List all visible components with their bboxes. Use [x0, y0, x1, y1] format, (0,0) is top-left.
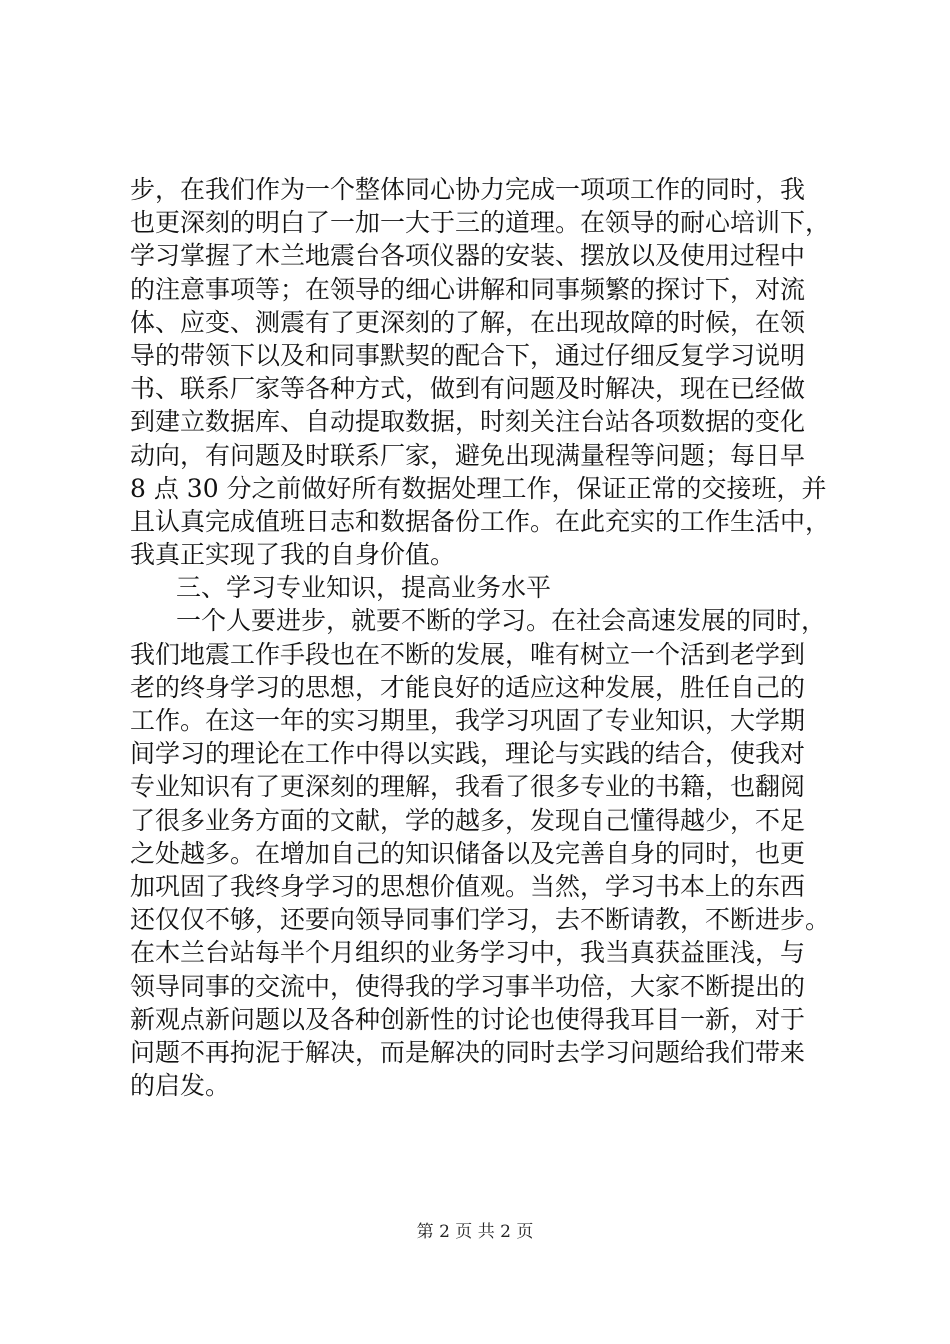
- text-line: 学习掌握了木兰地震台各项仪器的安装、摆放以及使用过程中: [130, 241, 806, 271]
- text-line: 步，在我们作为一个整体同心协力完成一项项工作的同时，我: [130, 175, 806, 204]
- text-line: 新观点新问题以及各种创新性的讨论也使得我耳目一新，对于: [130, 1004, 806, 1034]
- text-line: 专业知识有了更深刻的理解，我看了很多专业的书籍，也翻阅: [130, 772, 806, 802]
- text-line: 在木兰台站每半个月组织的业务学习中，我当真获益匪浅，与: [130, 938, 806, 968]
- text-line: 到建立数据库、自动提取数据，时刻关注台站各项数据的变化: [130, 407, 806, 437]
- text-line: 动向，有问题及时联系厂家，避免出现满量程等问题；每日早: [130, 440, 806, 470]
- text-line: 加巩固了我终身学习的思想价值观。当然，学习书本上的东西: [130, 871, 806, 901]
- text-line: 还仅仅不够，还要向领导同事们学习，去不断请教，不断进步。: [130, 905, 831, 935]
- page-footer: 第 2 页 共 2 页: [416, 1222, 534, 1242]
- paragraph-start-line: 一个人要进步，就要不断的学习。在社会高速发展的同时，: [176, 606, 827, 636]
- text-line: 书、联系厂家等各种方式，做到有问题及时解决，现在已经做: [130, 374, 806, 404]
- text-line: 导的带领下以及和同事默契的配合下，通过仔细反复学习说明: [130, 340, 806, 370]
- paragraph-start-line: 三、学习专业知识，提高业务水平: [176, 573, 552, 603]
- text-line: 问题不再拘泥于解决，而是解决的同时去学习问题给我们带来: [130, 1037, 806, 1067]
- text-line: 工作。在这一年的实习期里，我学习巩固了专业知识，大学期: [130, 706, 806, 735]
- text-line: 间学习的理论在工作中得以实践，理论与实践的结合，使我对: [130, 739, 806, 769]
- text-line: 的启发。: [130, 1071, 231, 1101]
- text-line: 体、应变、测震有了更深刻的了解，在出现故障的时候，在领: [130, 307, 806, 337]
- text-line: 且认真完成值班日志和数据备份工作。在此充实的工作生活中，: [130, 506, 831, 536]
- text-line: 了很多业务方面的文献，学的越多，发现自己懂得越少，不足: [130, 805, 806, 835]
- text-line: 8 点 30 分之前做好所有数据处理工作，保证正常的交接班，并: [130, 473, 827, 503]
- text-line: 领导同事的交流中，使得我的学习事半功倍，大家不断提出的: [130, 971, 806, 1001]
- text-line: 也更深刻的明白了一加一大于三的道理。在领导的耐心培训下，: [130, 208, 831, 238]
- document-body: [130, 173, 870, 1102]
- text-line: 的注意事项等；在领导的细心讲解和同事频繁的探讨下，对流: [130, 274, 806, 304]
- text-line: 老的终身学习的思想，才能良好的适应这种发展，胜任自己的: [130, 672, 806, 702]
- text-line: 我真正实现了我的自身价值。: [130, 540, 456, 570]
- text-line: 之处越多。在增加自己的知识储备以及完善自身的同时，也更: [130, 838, 806, 868]
- text-line: 我们地震工作手段也在不断的发展，唯有树立一个活到老学到: [130, 639, 806, 669]
